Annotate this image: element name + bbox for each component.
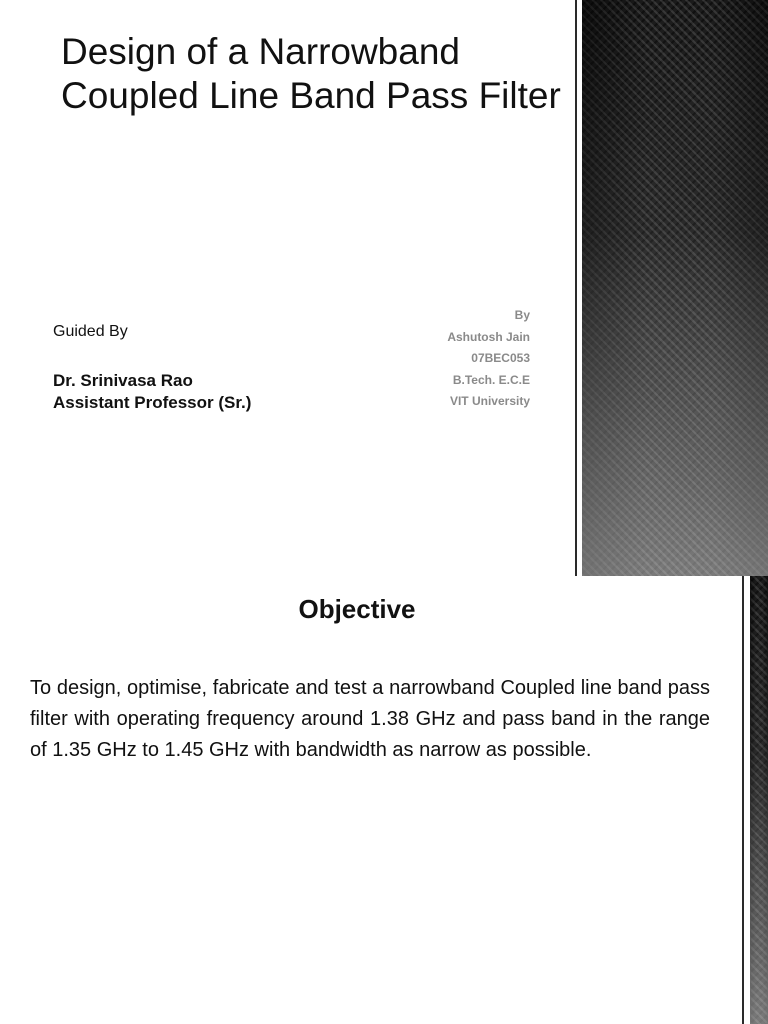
objective-slide bbox=[0, 576, 768, 1024]
guided-by-label: Guided By bbox=[53, 323, 128, 340]
guide-name: Dr. Srinivasa Rao bbox=[53, 371, 193, 390]
guide-info bbox=[53, 370, 251, 414]
decor-divider-line bbox=[575, 0, 577, 576]
carbon-fiber-decor-panel bbox=[582, 0, 768, 576]
objective-heading: Objective bbox=[298, 594, 416, 624]
author-reg-number: 07BEC053 bbox=[471, 351, 530, 365]
author-name: Ashutosh Jain bbox=[447, 329, 530, 344]
objective-body: To design, optimise, fabricate and test a narrowband Coupled line band pass filter with operating frequency around 1.38 GHz and pass band in the range of 1.35 GHz to 1.45 GHz with bandwidth as narrow as possible. bbox=[30, 677, 710, 761]
author-info bbox=[447, 305, 530, 413]
decor-divider-line bbox=[742, 576, 744, 1024]
by-label: By bbox=[514, 308, 530, 322]
author-university: VIT University bbox=[449, 394, 530, 408]
guide-title: Assistant Professor (Sr.) bbox=[53, 393, 252, 412]
carbon-fiber-decor-panel bbox=[750, 576, 768, 1024]
author-degree: B.Tech. E.C.E bbox=[452, 372, 530, 387]
slide-title: Design of a Narrowband Coupled Line Band Pass Filter bbox=[61, 31, 561, 116]
